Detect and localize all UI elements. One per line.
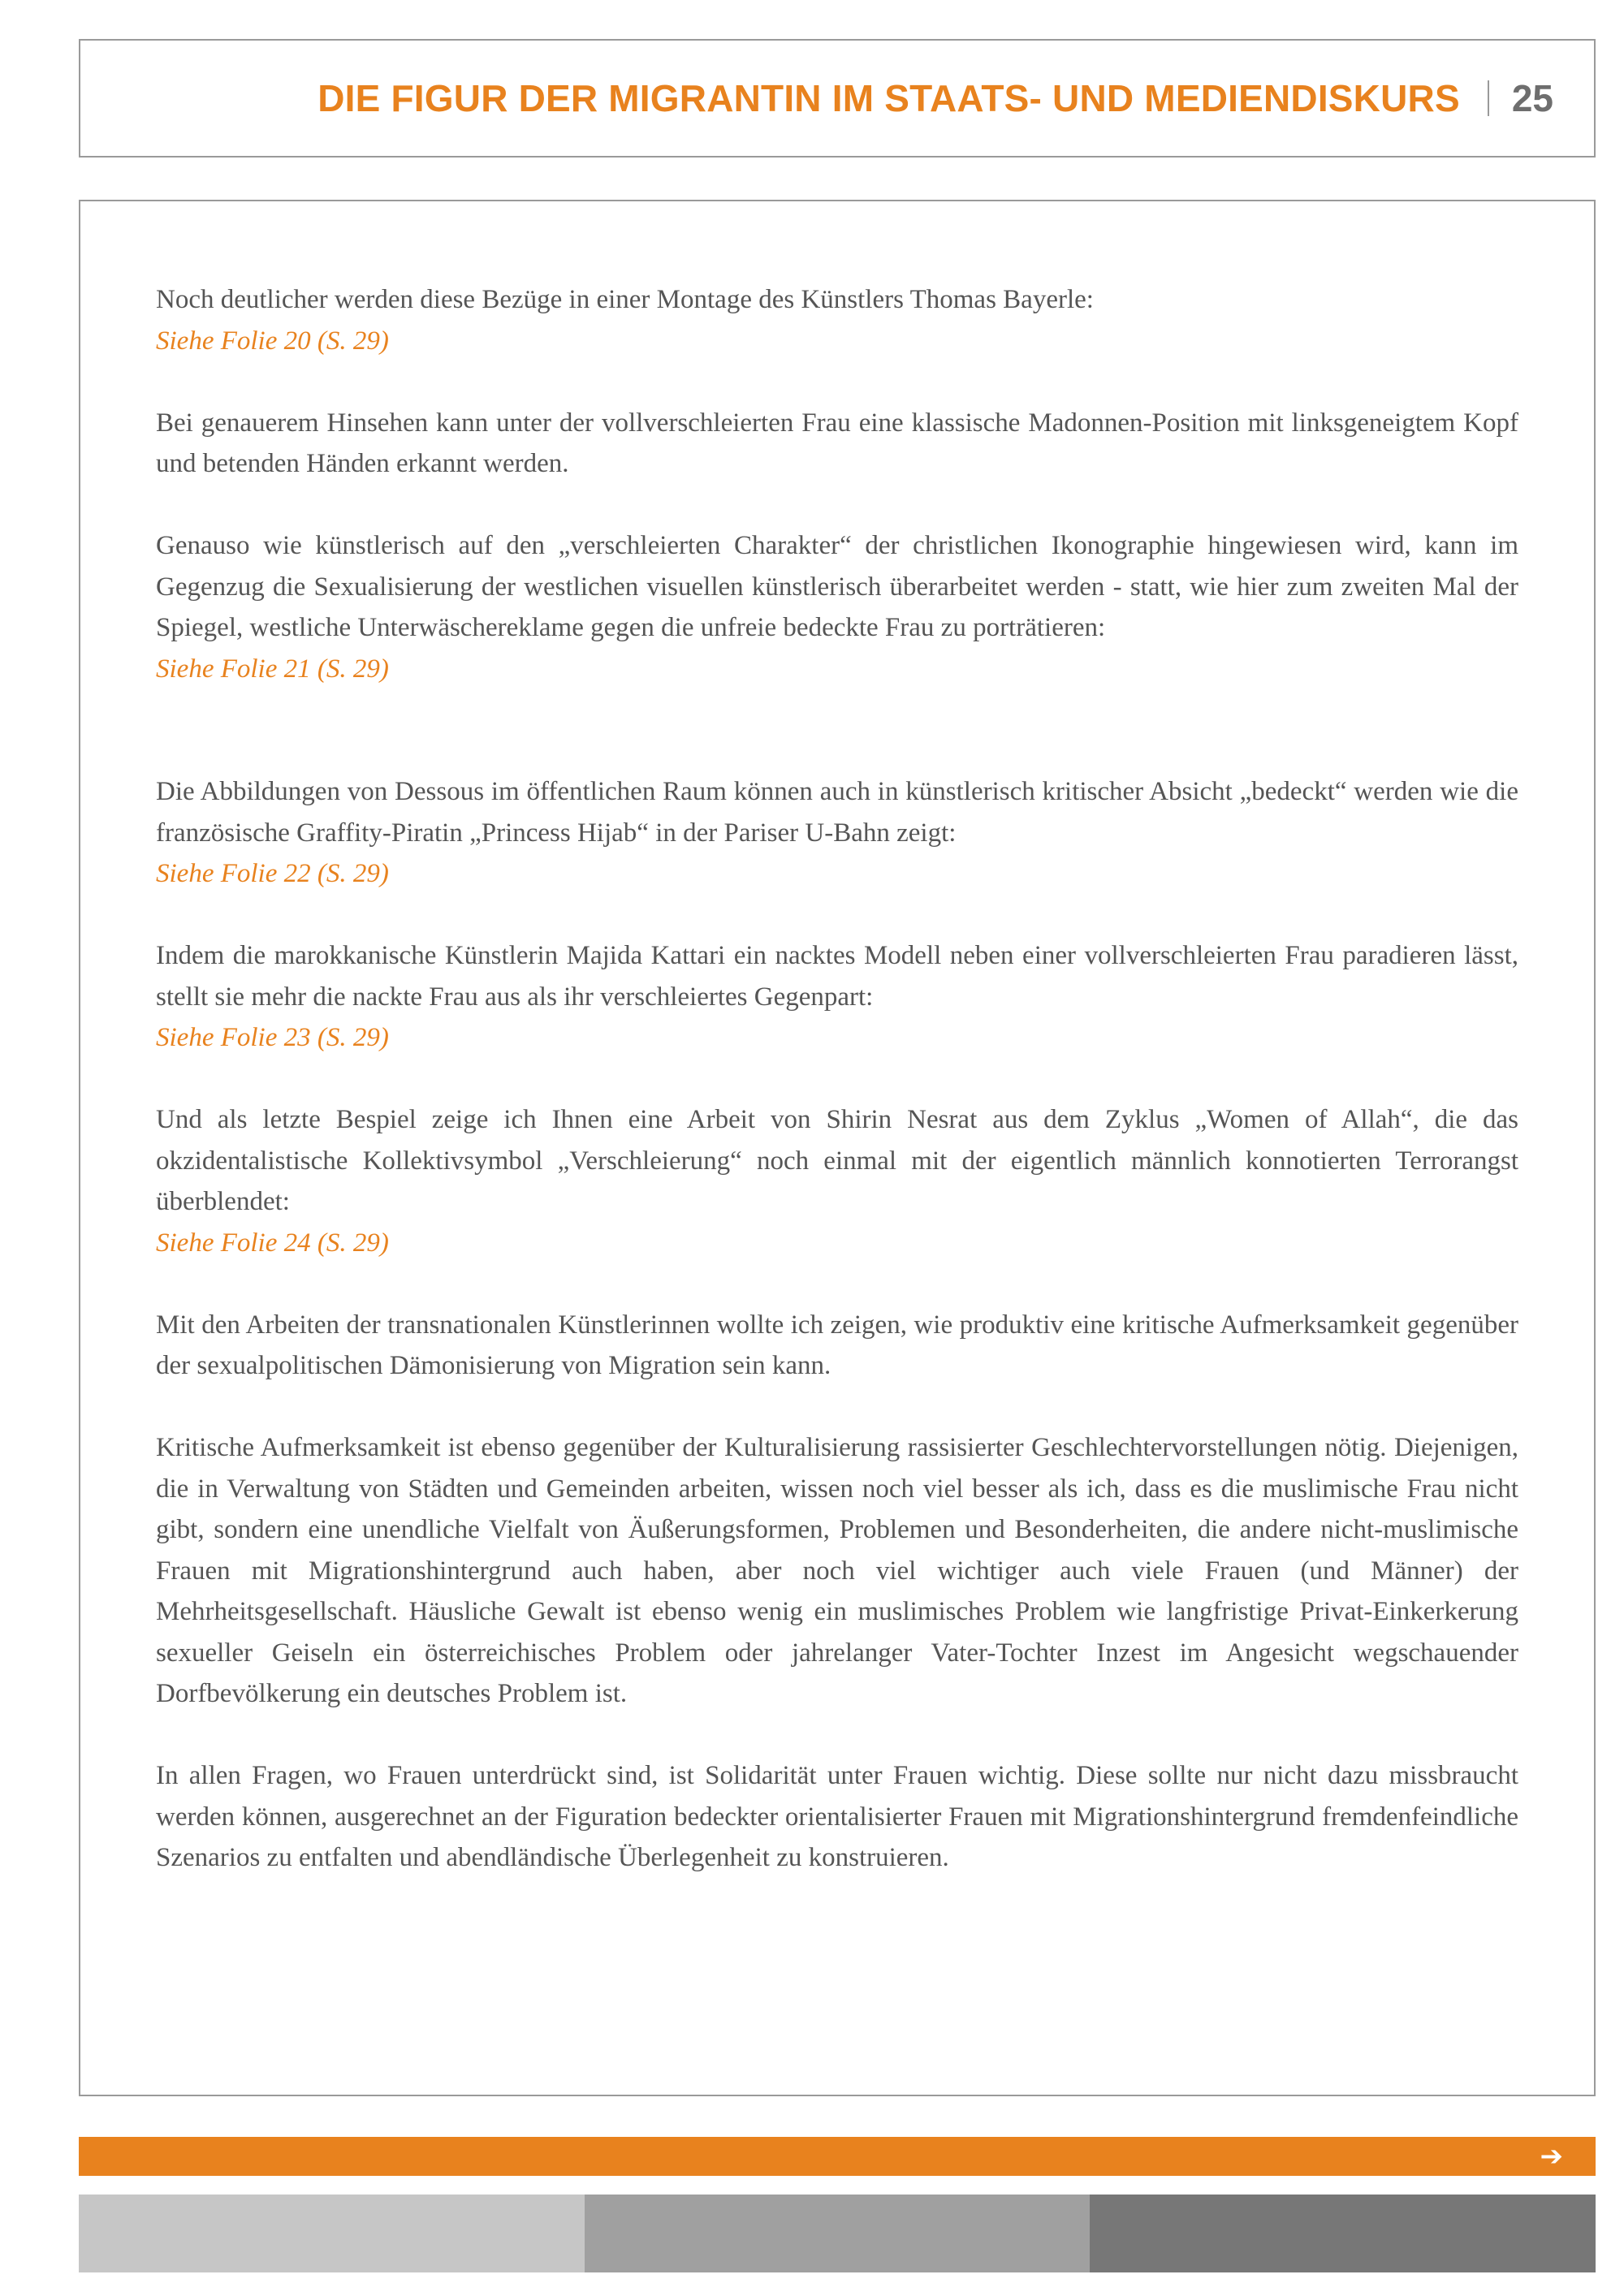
paragraph-8 — [156, 1427, 1518, 1715]
header-inner — [317, 41, 1553, 156]
paragraph-text: Und als letzte Bespiel zeige ich Ihnen eine Arbeit von Shirin Nesrat aus dem Zyklus „Women of Allah“, die das okzidentalistische Kollektivsymbol „Verschleierung“ noch einmal mit der eigentlich männlich konnotierten Terrorangst überblendet: — [156, 1105, 1518, 1216]
footer-nav-bar — [79, 2137, 1596, 2176]
paragraph-6 — [156, 1099, 1518, 1263]
next-page-arrow-icon[interactable]: ➔ — [1540, 2140, 1563, 2173]
header-title: DIE FIGUR DER MIGRANTIN IM STAATS- UND MEDIENDISKURS — [317, 77, 1460, 119]
slide-reference-link[interactable]: Siehe Folie 22 (S. 29) — [156, 859, 389, 888]
paragraph-3 — [156, 525, 1518, 689]
footer-band-medium — [585, 2195, 1091, 2272]
paragraph-2 — [156, 403, 1518, 485]
body-text — [156, 279, 1518, 1919]
footer-band-light — [79, 2195, 585, 2272]
page-header — [79, 39, 1596, 158]
paragraph-text: In allen Fragen, wo Frauen unterdrückt sind, ist Solidarität unter Frauen wichtig. Diese sollte nur nicht dazu missbraucht werden können, ausgerechnet an der Figuration bedeckter orientalisierter Frauen mit Migrationshintergrund fremdenfeindliche Szenarios zu entfalten und abendländische Überlegenheit zu konstruieren. — [156, 1761, 1518, 1872]
paragraph-text: Die Abbildungen von Dessous im öffentlichen Raum können auch in künstlerisch kritischer Absicht „bedeckt“ werden wie die französische Graffity-Piratin „Princess Hijab“ in der Pariser U-Bahn zeigt: — [156, 777, 1518, 848]
paragraph-text: Noch deutlicher werden diese Bezüge in einer Montage des Künstlers Thomas Bayerle: — [156, 285, 1094, 314]
paragraph-7 — [156, 1305, 1518, 1387]
paragraph-4 — [156, 771, 1518, 895]
slide-reference-link[interactable]: Siehe Folie 20 (S. 29) — [156, 326, 389, 356]
paragraph-5 — [156, 935, 1518, 1059]
footer-color-bands — [79, 2195, 1596, 2272]
paragraph-text: Mit den Arbeiten der transnationalen Künstlerinnen wollte ich zeigen, wie produktiv eine kritische Aufmerksamkeit gegenüber der sexualpolitischen Dämonisierung von Migration sein kann. — [156, 1310, 1518, 1380]
paragraph-text: Bei genauerem Hinsehen kann unter der vollverschleierten Frau eine klassische Madonnen-Position mit linksgeneigtem Kopf und betenden Händen erkannt werden. — [156, 408, 1518, 478]
paragraph-9 — [156, 1755, 1518, 1879]
page-number: 25 — [1511, 77, 1553, 119]
paragraph-text: Indem die marokkanische Künstlerin Majida Kattari ein nacktes Modell neben einer vollverschleierten Frau paradieren lässt, stellt sie mehr die nackte Frau aus als ihr verschleiertes Gegenpart: — [156, 941, 1518, 1012]
paragraph-text: Genauso wie künstlerisch auf den „verschleierten Charakter“ der christlichen Ikonographie hingewiesen wird, kann im Gegenzug die Sexualisierung der westlichen visuellen künstlerisch überarbeitet werden - statt, wie hier zum zweiten Mal der Spiegel, westliche Unterwäschereklame gegen die unfreie bedeckte Frau zu porträtieren: — [156, 531, 1518, 642]
slide-reference-link[interactable]: Siehe Folie 24 (S. 29) — [156, 1228, 389, 1258]
paragraph-1 — [156, 279, 1518, 361]
slide-reference-link[interactable]: Siehe Folie 21 (S. 29) — [156, 654, 389, 684]
header-separator — [1488, 80, 1489, 116]
paragraph-text: Kritische Aufmerksamkeit ist ebenso gegenüber der Kulturalisierung rassisierter Geschlechtervorstellungen nötig. Diejenigen, die in Verwaltung von Städten und Gemeinden arbeiten, wissen noch viel besser als ich, dass es die muslimische Frau nicht gibt, sondern eine unendliche Vielfalt von Äußerungsformen, Problemen und Besonderheiten, die andere nicht-muslimische Frauen mit Migrationshintergrund auch haben, aber noch viel wichtiger auch viele Frauen (und Männer) der Mehrheitsgesellschaft. Häusliche Gewalt ist ebenso wenig ein muslimisches Problem wie langfristige Privat-Einkerkerung sexueller Geiseln ein österreichisches Problem oder jahrelanger Vater-Tochter Inzest im Angesicht wegschauender Dorfbevölkerung ein deutsches Problem ist. — [156, 1433, 1518, 1708]
slide-reference-link[interactable]: Siehe Folie 23 (S. 29) — [156, 1023, 389, 1052]
content-frame — [79, 200, 1596, 2096]
footer-band-dark — [1090, 2195, 1596, 2272]
